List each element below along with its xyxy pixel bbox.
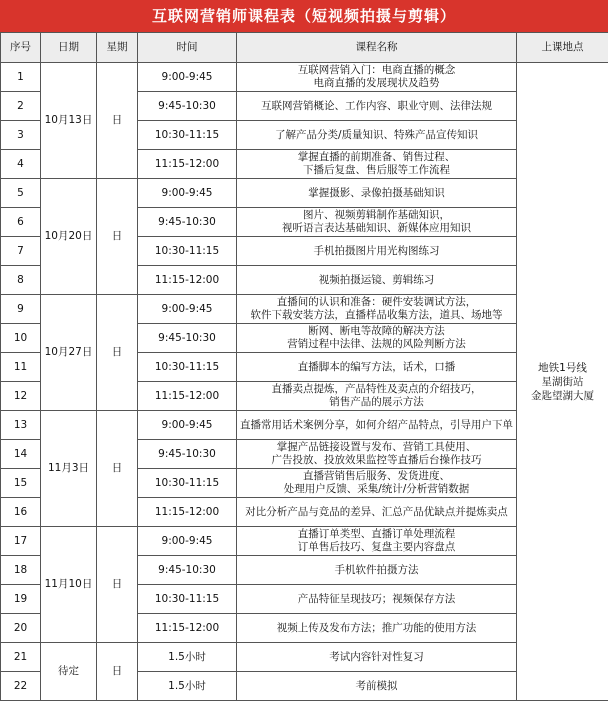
time-cell: 9:45-10:30 — [138, 440, 237, 469]
course-cell — [237, 556, 517, 585]
course-line: 广告投放、投放效果监控等直播后台操作技巧 — [271, 454, 482, 466]
location-cell — [517, 63, 608, 701]
row-number: 12 — [1, 382, 41, 411]
course-line: 掌握产品链接设置与发布、营销工具使用、 — [276, 441, 477, 453]
row-number: 16 — [1, 498, 41, 527]
course-cell — [237, 324, 517, 353]
weekday-cell: 日 — [97, 527, 138, 643]
row-number: 20 — [1, 614, 41, 643]
time-cell: 10:30-11:15 — [138, 469, 237, 498]
course-cell — [237, 614, 517, 643]
date-cell: 11月10日 — [41, 527, 97, 643]
row-number: 9 — [1, 295, 41, 324]
header-time: 时间 — [138, 33, 237, 63]
time-cell: 10:30-11:15 — [138, 237, 237, 266]
weekday-cell: 日 — [97, 643, 138, 701]
course-line: 手机拍摄图片用光构图练习 — [313, 244, 440, 257]
time-cell: 11:15-12:00 — [138, 266, 237, 295]
time-cell: 10:30-11:15 — [138, 121, 237, 150]
course-cell — [237, 672, 517, 701]
time-cell: 1.5小时 — [138, 672, 237, 701]
course-cell — [237, 469, 517, 498]
header-location: 上课地点 — [517, 33, 608, 63]
course-line: 掌握直播的前期准备、销售过程、 — [297, 151, 456, 163]
course-cell — [237, 382, 517, 411]
time-cell: 9:00-9:45 — [138, 63, 237, 92]
time-cell: 11:15-12:00 — [138, 150, 237, 179]
header-no: 序号 — [1, 33, 41, 63]
time-cell: 11:15-12:00 — [138, 614, 237, 643]
course-line: 销售产品的展示方法 — [329, 396, 424, 408]
row-number: 11 — [1, 353, 41, 382]
page-title: 互联网营销师课程表（短视频拍摄与剪辑） — [0, 0, 608, 32]
time-cell: 11:15-12:00 — [138, 498, 237, 527]
date-cell: 10月27日 — [41, 295, 97, 411]
time-cell: 9:00-9:45 — [138, 295, 237, 324]
course-line: 直播营销售后服务、发货进度、 — [303, 470, 450, 482]
row-number: 10 — [1, 324, 41, 353]
time-cell: 10:30-11:15 — [138, 585, 237, 614]
header-row — [1, 33, 608, 63]
row-number: 4 — [1, 150, 41, 179]
course-line: 视频拍摄运镜、剪辑练习 — [318, 273, 435, 286]
course-line: 直播间的认识和准备：硬件安装调试方法， — [276, 296, 477, 308]
date-cell: 10月20日 — [41, 179, 97, 295]
table-row — [1, 63, 608, 92]
course-cell — [237, 92, 517, 121]
row-number: 6 — [1, 208, 41, 237]
weekday-cell: 日 — [97, 179, 138, 295]
time-cell: 9:45-10:30 — [138, 208, 237, 237]
header-date: 日期 — [41, 33, 97, 63]
course-line: 软件下载安装方法，直播样品收集方法，道具、场地等 — [250, 309, 503, 321]
course-line: 订单售后技巧、复盘主要内容盘点 — [297, 541, 456, 553]
course-line: 下播后复盘、售后服等工作流程 — [303, 164, 450, 176]
course-line: 互联网营销概论、工作内容、职业守则、法律法规 — [261, 99, 492, 112]
weekday-cell: 日 — [97, 411, 138, 527]
row-number: 8 — [1, 266, 41, 295]
row-number: 7 — [1, 237, 41, 266]
course-line: 视频上传及发布方法；推广功能的使用方法 — [276, 621, 477, 634]
date-cell: 10月13日 — [41, 63, 97, 179]
course-line: 视听语言表达基础知识、新媒体应用知识 — [282, 222, 471, 234]
course-cell — [237, 121, 517, 150]
row-number: 13 — [1, 411, 41, 440]
course-line: 手机软件拍摄方法 — [334, 563, 419, 576]
location-line: 星湖街站 — [541, 375, 584, 388]
header-weekday: 星期 — [97, 33, 138, 63]
row-number: 22 — [1, 672, 41, 701]
course-line: 考前模拟 — [355, 679, 398, 692]
schedule-table — [0, 32, 608, 701]
course-line: 电商直播的发展现状及趋势 — [313, 77, 440, 89]
course-cell — [237, 527, 517, 556]
course-cell — [237, 208, 517, 237]
row-number: 18 — [1, 556, 41, 585]
time-cell: 9:45-10:30 — [138, 324, 237, 353]
time-cell: 9:00-9:45 — [138, 411, 237, 440]
time-cell: 9:00-9:45 — [138, 527, 237, 556]
course-line: 图片、视频剪辑制作基础知识， — [303, 209, 450, 221]
course-cell — [237, 585, 517, 614]
course-line: 营销过程中法律、法规的风险判断方法 — [287, 338, 466, 350]
course-line: 直播常用话术案例分享，如何介绍产品特点，引导用户下单 — [240, 418, 513, 431]
row-number: 1 — [1, 63, 41, 92]
course-line: 互联网营销入门：电商直播的概念 — [297, 64, 456, 76]
course-cell — [237, 63, 517, 92]
time-cell: 9:45-10:30 — [138, 92, 237, 121]
row-number: 19 — [1, 585, 41, 614]
course-line: 断网、断电等故障的解决方法 — [308, 325, 445, 337]
row-number: 3 — [1, 121, 41, 150]
course-line: 直播订单类型、直播订单处理流程 — [297, 528, 456, 540]
row-number: 14 — [1, 440, 41, 469]
weekday-cell: 日 — [97, 295, 138, 411]
time-cell: 9:45-10:30 — [138, 556, 237, 585]
course-cell — [237, 353, 517, 382]
course-cell — [237, 411, 517, 440]
location-line: 金匙望湖大厦 — [531, 389, 594, 402]
course-line: 直播脚本的编写方法，话术，口播 — [297, 360, 456, 373]
header-course: 课程名称 — [237, 33, 517, 63]
course-cell — [237, 237, 517, 266]
course-line: 处理用户反馈、采集/统计/分析营销数据 — [283, 483, 470, 495]
course-line: 了解产品分类/质量知识、特殊产品宣传知识 — [274, 128, 479, 141]
course-cell — [237, 295, 517, 324]
course-line: 产品特征呈现技巧；视频保存方法 — [297, 592, 456, 605]
row-number: 21 — [1, 643, 41, 672]
weekday-cell: 日 — [97, 63, 138, 179]
date-cell: 11月3日 — [41, 411, 97, 527]
row-number: 5 — [1, 179, 41, 208]
row-number: 15 — [1, 469, 41, 498]
date-cell: 待定 — [41, 643, 97, 701]
course-line: 对比分析产品与竞品的差异、汇总产品优缺点并提炼卖点 — [245, 505, 508, 518]
schedule-body — [1, 63, 608, 701]
course-line: 掌握摄影、录像拍摄基础知识 — [308, 186, 445, 199]
row-number: 2 — [1, 92, 41, 121]
time-cell: 9:00-9:45 — [138, 179, 237, 208]
course-cell — [237, 266, 517, 295]
course-cell — [237, 643, 517, 672]
course-cell — [237, 440, 517, 469]
time-cell: 1.5小时 — [138, 643, 237, 672]
course-cell — [237, 150, 517, 179]
row-number: 17 — [1, 527, 41, 556]
time-cell: 10:30-11:15 — [138, 353, 237, 382]
course-line: 直播卖点提炼，产品特性及卖点的介绍技巧， — [271, 383, 482, 395]
course-cell — [237, 179, 517, 208]
course-cell — [237, 498, 517, 527]
time-cell: 11:15-12:00 — [138, 382, 237, 411]
location-line: 地铁1号线 — [538, 361, 587, 374]
course-line: 考试内容针对性复习 — [329, 650, 424, 663]
